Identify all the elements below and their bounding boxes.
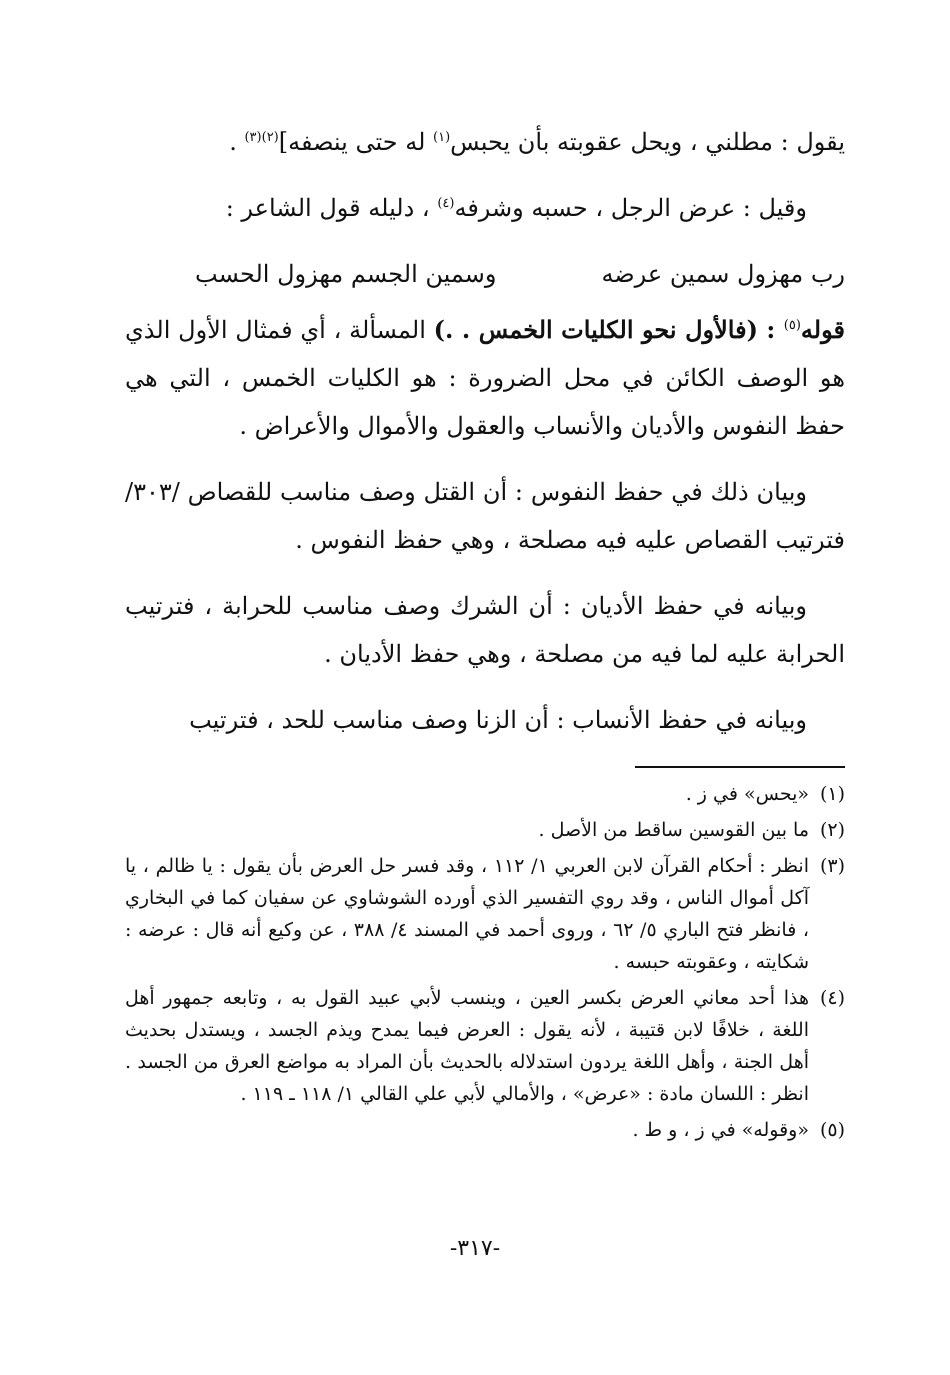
footnote [125, 1114, 845, 1146]
footnote-text: هذا أحد معاني العرض بكسر العين ، وينسب لأبي عبيد القول به ، وتابعه جمهور أهل اللغة ، خلافًا لابن قتيبة ، لأنه يقول : العرض فيما يمدح ويذم الجسد ، ويستدل بحديث أهل الجنة ، وأهل اللغة يردون استدلاله بالحديث بأن المراد به مواضع العرق من الجسد . انظر : اللسان مادة : «عرض» ، والأمالي لأبي علي القالي ١/ ١١٨ ـ ١١٩ . [125, 987, 809, 1105]
footnote-ref-1: (١) [433, 130, 451, 145]
paragraph-4: وبيان ذلك في حفظ النفوس : أن القتل وصف مناسب للقصاص /٣٠٣/ فترتيب القصاص عليه فيه مصلحة ، وهي حفظ النفوس . [125, 478, 845, 554]
footnote-text: «وقوله» في ز ، و ط . [632, 1119, 809, 1141]
footnote-number: (١) [819, 783, 845, 805]
paragraph-1-text: يقول : مطلني ، ويحل عقوبته بأن يحبس [450, 128, 845, 156]
footnote-ref-5: (٥) [783, 318, 801, 333]
main-text [125, 118, 845, 744]
footnote [125, 850, 845, 978]
verse-first-hemistich: رب مهزول سمين عرضه [601, 260, 845, 288]
poetry-verse [125, 250, 845, 298]
footnote-divider [635, 766, 845, 768]
paragraph-1-end: . [229, 128, 245, 156]
footnote-number: (٣) [819, 855, 845, 877]
paragraph-1 [125, 118, 845, 166]
footnote-text: انظر : أحكام القرآن لابن العربي ١/ ١١٢ ، وقد فسر حل العرض بأن يقول : يا ظالم ، يا آكل أموال الناس ، وقد روي التفسير الذي أورده الشوشاوي عن سفيان كما في البخاري ، فانظر فتح الباري ٥/ ٦٢ ، وروى أحمد في المسند ٤/ ٣٨٨ ، عن وكيع أنه قال : عرضه : شكايته ، وعقوبته حبسه . [125, 855, 809, 973]
footnote-number: (٢) [819, 819, 845, 841]
footnote-number: (٤) [819, 987, 845, 1009]
paragraph-3 [125, 306, 845, 450]
footnote [125, 982, 845, 1110]
paragraph-6: وبيانه في حفظ الأنساب : أن الزنا وصف مناسب للحد ، فترتيب [189, 706, 807, 734]
footnote [125, 814, 845, 846]
paragraph-5: وبيانه في حفظ الأديان : أن الشرك وصف مناسب للحرابة ، فترتيب الحرابة عليه لما فيه من مصلحة ، وهي حفظ الأديان . [125, 592, 845, 668]
paragraph-2 [125, 184, 845, 232]
footnote [125, 778, 845, 810]
quoted-text: : (فالأول نحو الكليات الخمس . .) [433, 315, 784, 344]
footnote-ref-4: (٤) [437, 196, 455, 211]
paragraph-2-text: وقيل : عرض الرجل ، حسبه وشرفه [454, 194, 807, 222]
footnotes [125, 778, 845, 1146]
verse-second-hemistich: وسمين الجسم مهزول الحسب [195, 260, 497, 288]
footnote-text: «يحس» في ز . [685, 783, 809, 805]
paragraph-3-text: المسألة ، أي فمثال الأول الذي هو الوصف الكائن في محل الضرورة : هو الكليات الخمس ، التي هي حفظ النفوس والأديان والأنساب والعقول والأموال والأعراض . [125, 316, 845, 440]
page-content [125, 118, 845, 1150]
paragraph-1-text-b: له حتى ينصفه] [278, 128, 434, 156]
footnote-text: ما بين القوسين ساقط من الأصل . [538, 819, 809, 841]
footnote-ref-2-3: (٢)(٣) [244, 130, 279, 145]
footnote-number: (٥) [819, 1119, 845, 1141]
page-number: -٣١٧- [449, 1236, 501, 1261]
paragraph-3-lead: قوله [800, 315, 845, 344]
paragraph-2-end: ، دليله قول الشاعر : [225, 194, 438, 222]
